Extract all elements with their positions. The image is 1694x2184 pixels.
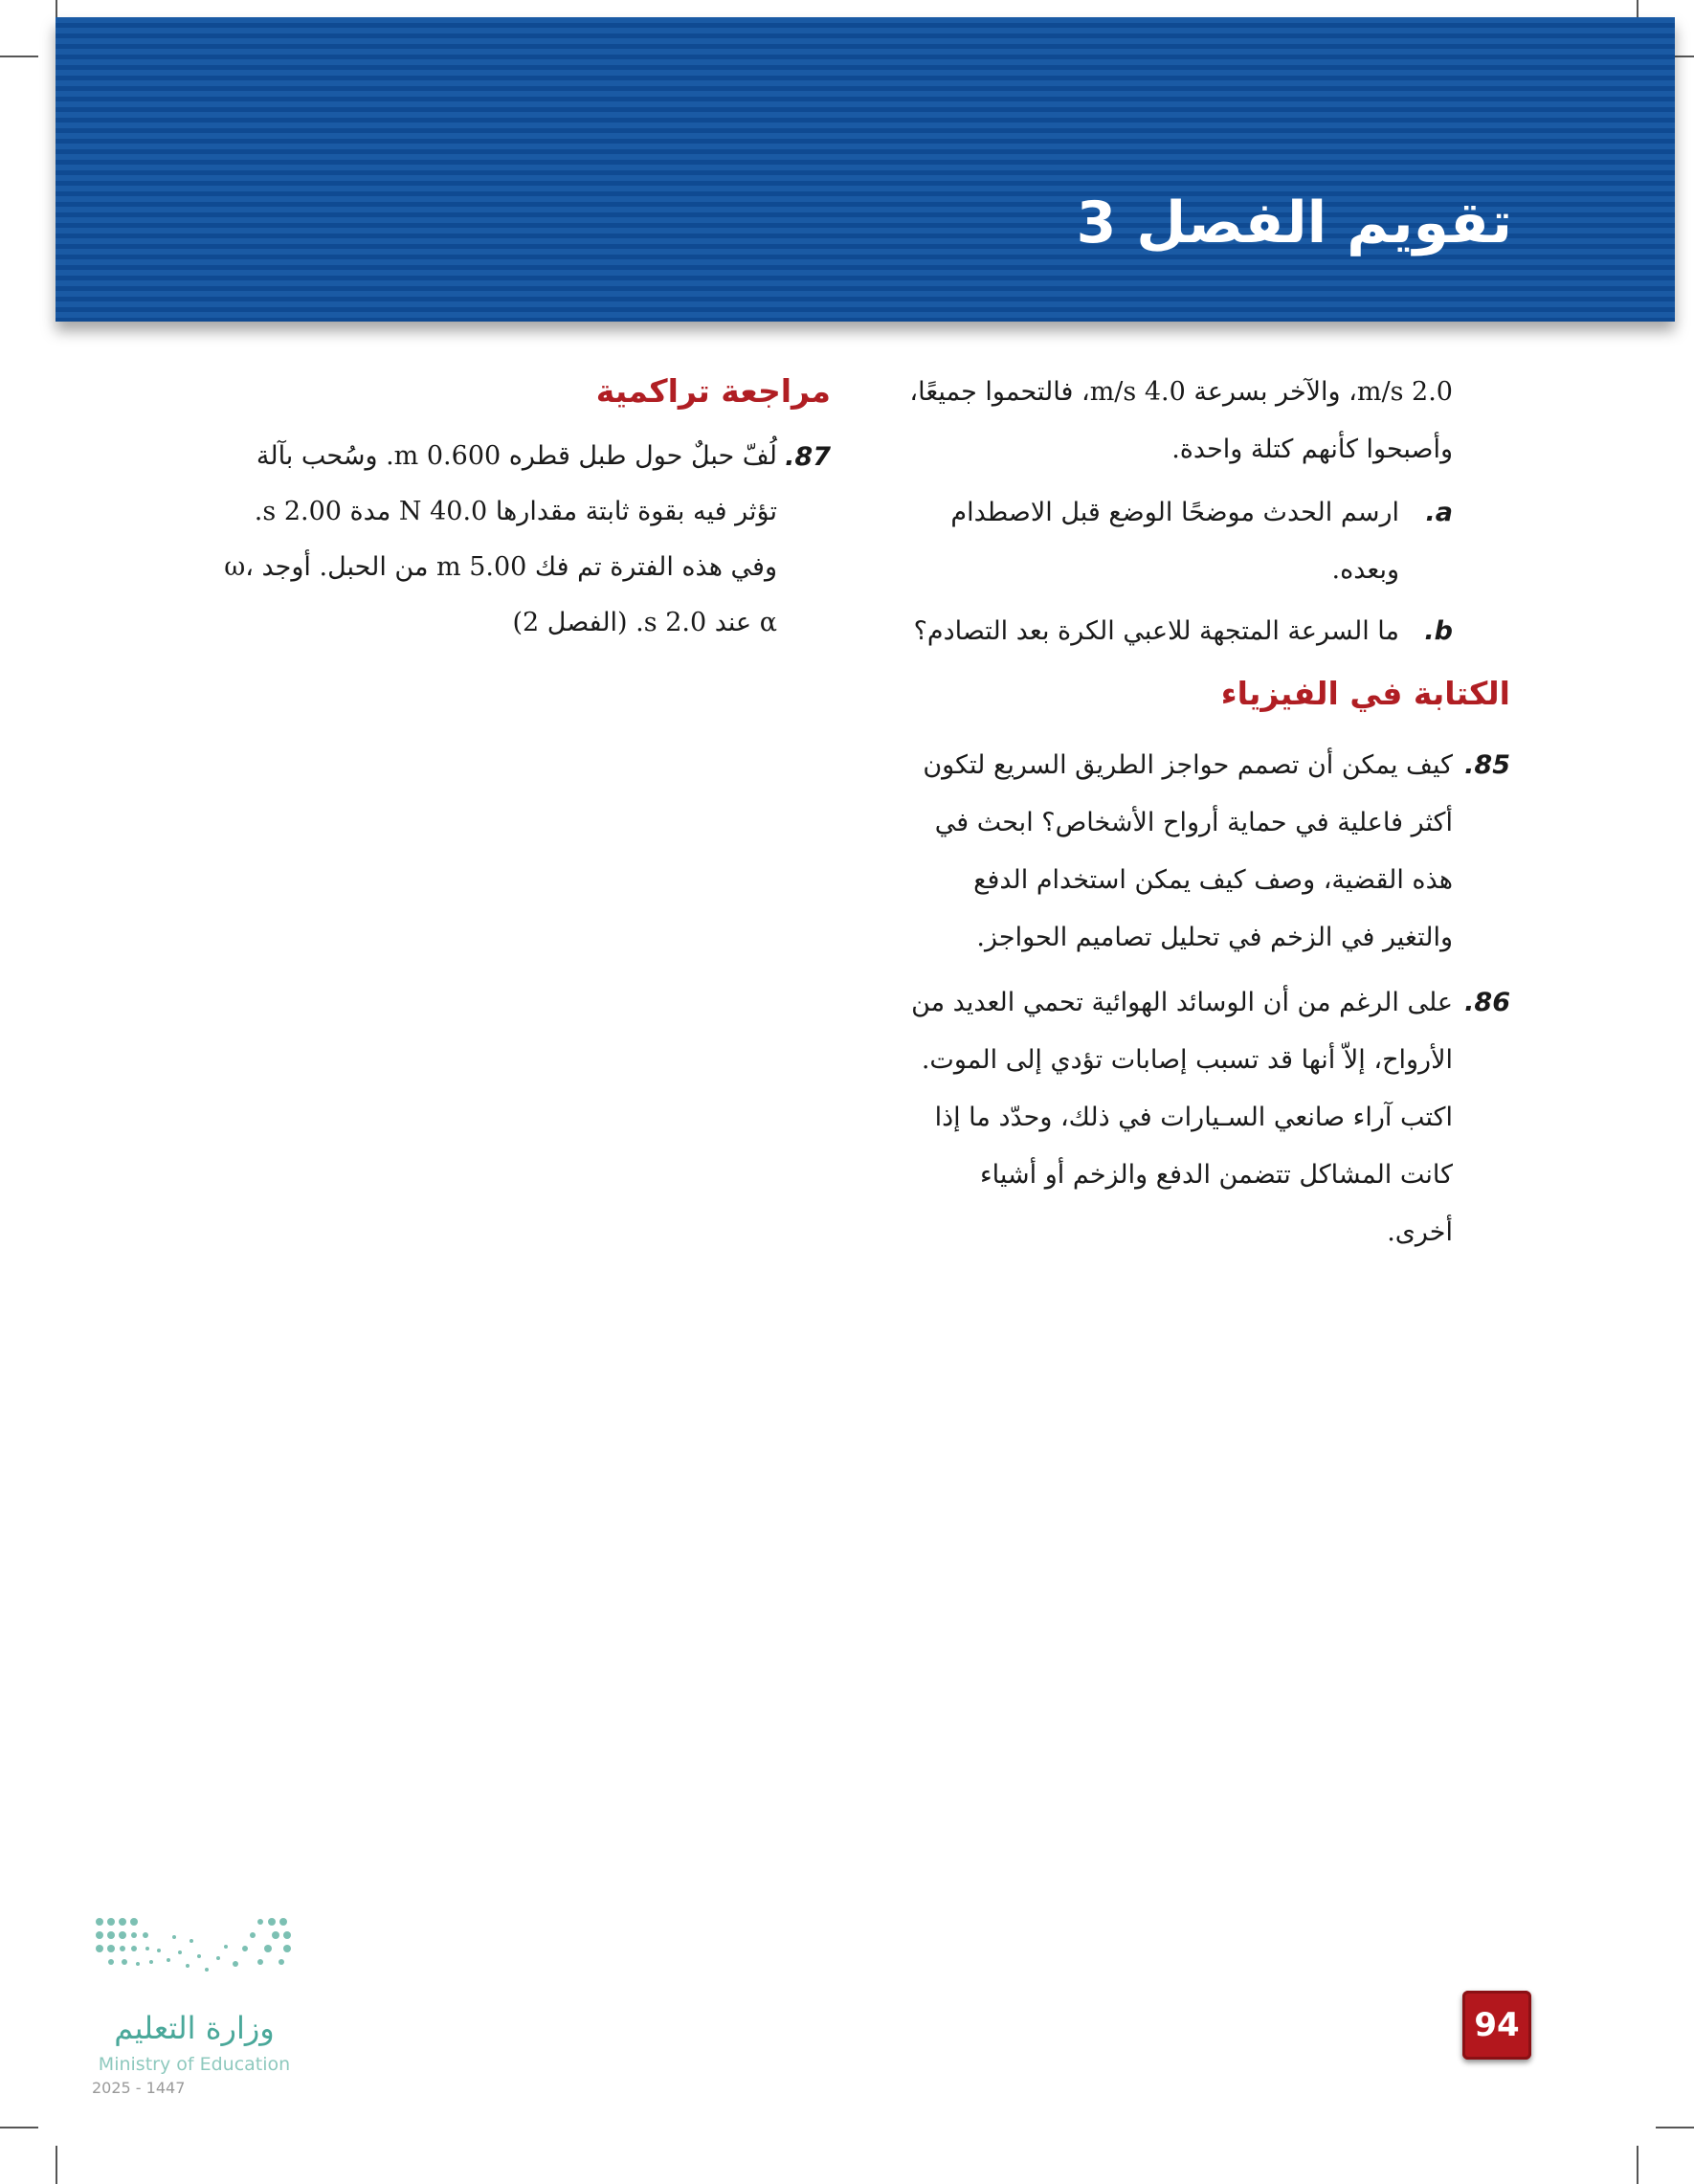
left-column bbox=[218, 368, 831, 651]
sub-item-label: a. bbox=[1425, 498, 1453, 527]
question-text: لُفّ حبلٌ حول طبل قطره 0.600 m. وسُحب بآلة تؤثر فيه بقوة ثابتة مقدارها 40.0 N مدة 2.00 s. وفي هذه الفترة تم فك 5.00 m من الحبل. أوجد ω، α عند 2.0 s. (الفصل 2) bbox=[224, 441, 777, 637]
section-title-writing: الكتابة في الفيزياء bbox=[1220, 675, 1510, 712]
sub-item-b bbox=[907, 603, 1453, 660]
ministry-logo bbox=[92, 1914, 312, 2106]
question-87 bbox=[218, 429, 831, 651]
question-text: كيف يمكن أن تصمم حواجز الطريق السريع لتكون أكثر فاعلية في حماية أرواح الأشخاص؟ ابحث في هذه القضية، وصف كيف يمكن استخدام الدفع والتغير في الزخم في تحليل تصاميم الحواجز. bbox=[923, 750, 1453, 952]
sub-item-a bbox=[907, 484, 1453, 599]
question-text: على الرغم من أن الوسائد الهوائية تحمي العديد من الأرواح، إلاّ أنها قد تسبب إصابات تؤدي إلى الموت. اكتب آراء صانعي السـيارات في ذلك، وحدّد ما إذا كانت المشاكل تتضمن الدفع والزخم أو أشياء أخرى. bbox=[911, 988, 1453, 1247]
question-number: 86. bbox=[1464, 988, 1510, 1017]
crop-mark bbox=[0, 56, 38, 57]
continuation-line: 2.0 m/s، والآخر بسرعة 4.0 m/s، فالتحموا جميعًا، bbox=[909, 377, 1453, 407]
sub-item-text: ارسم الحدث موضحًا الوضع قبل الاصطدام وبعده. bbox=[950, 498, 1399, 585]
chapter-title: تقويم الفصل 3 bbox=[1076, 189, 1512, 256]
section-title-review: مراجعة تراكمية bbox=[595, 372, 831, 410]
logo-dots-icon bbox=[92, 1914, 302, 1981]
sub-item-text: ما السرعة المتجهة للاعبي الكرة بعد التصادم؟ bbox=[913, 616, 1399, 646]
right-column bbox=[907, 364, 1510, 1261]
page-number: 94 bbox=[1462, 1991, 1531, 2060]
sub-item-label: b. bbox=[1424, 616, 1453, 646]
chapter-banner bbox=[56, 17, 1675, 322]
logo-english-text: Ministry of Education bbox=[98, 2054, 291, 2075]
crop-mark bbox=[1637, 2146, 1638, 2184]
logo-arabic-text: وزارة التعليم bbox=[114, 2010, 275, 2046]
question-number: 85. bbox=[1464, 750, 1510, 780]
crop-mark bbox=[0, 2127, 38, 2128]
question-85 bbox=[907, 737, 1510, 967]
logo-year-text: 2025 - 1447 bbox=[92, 2079, 186, 2097]
question-number: 87. bbox=[785, 442, 831, 472]
continuation-line: وأصبحوا كأنهم كتلة واحدة. bbox=[1171, 435, 1453, 464]
crop-mark bbox=[1656, 2127, 1694, 2128]
question-86 bbox=[907, 974, 1510, 1261]
crop-mark bbox=[56, 2146, 57, 2184]
